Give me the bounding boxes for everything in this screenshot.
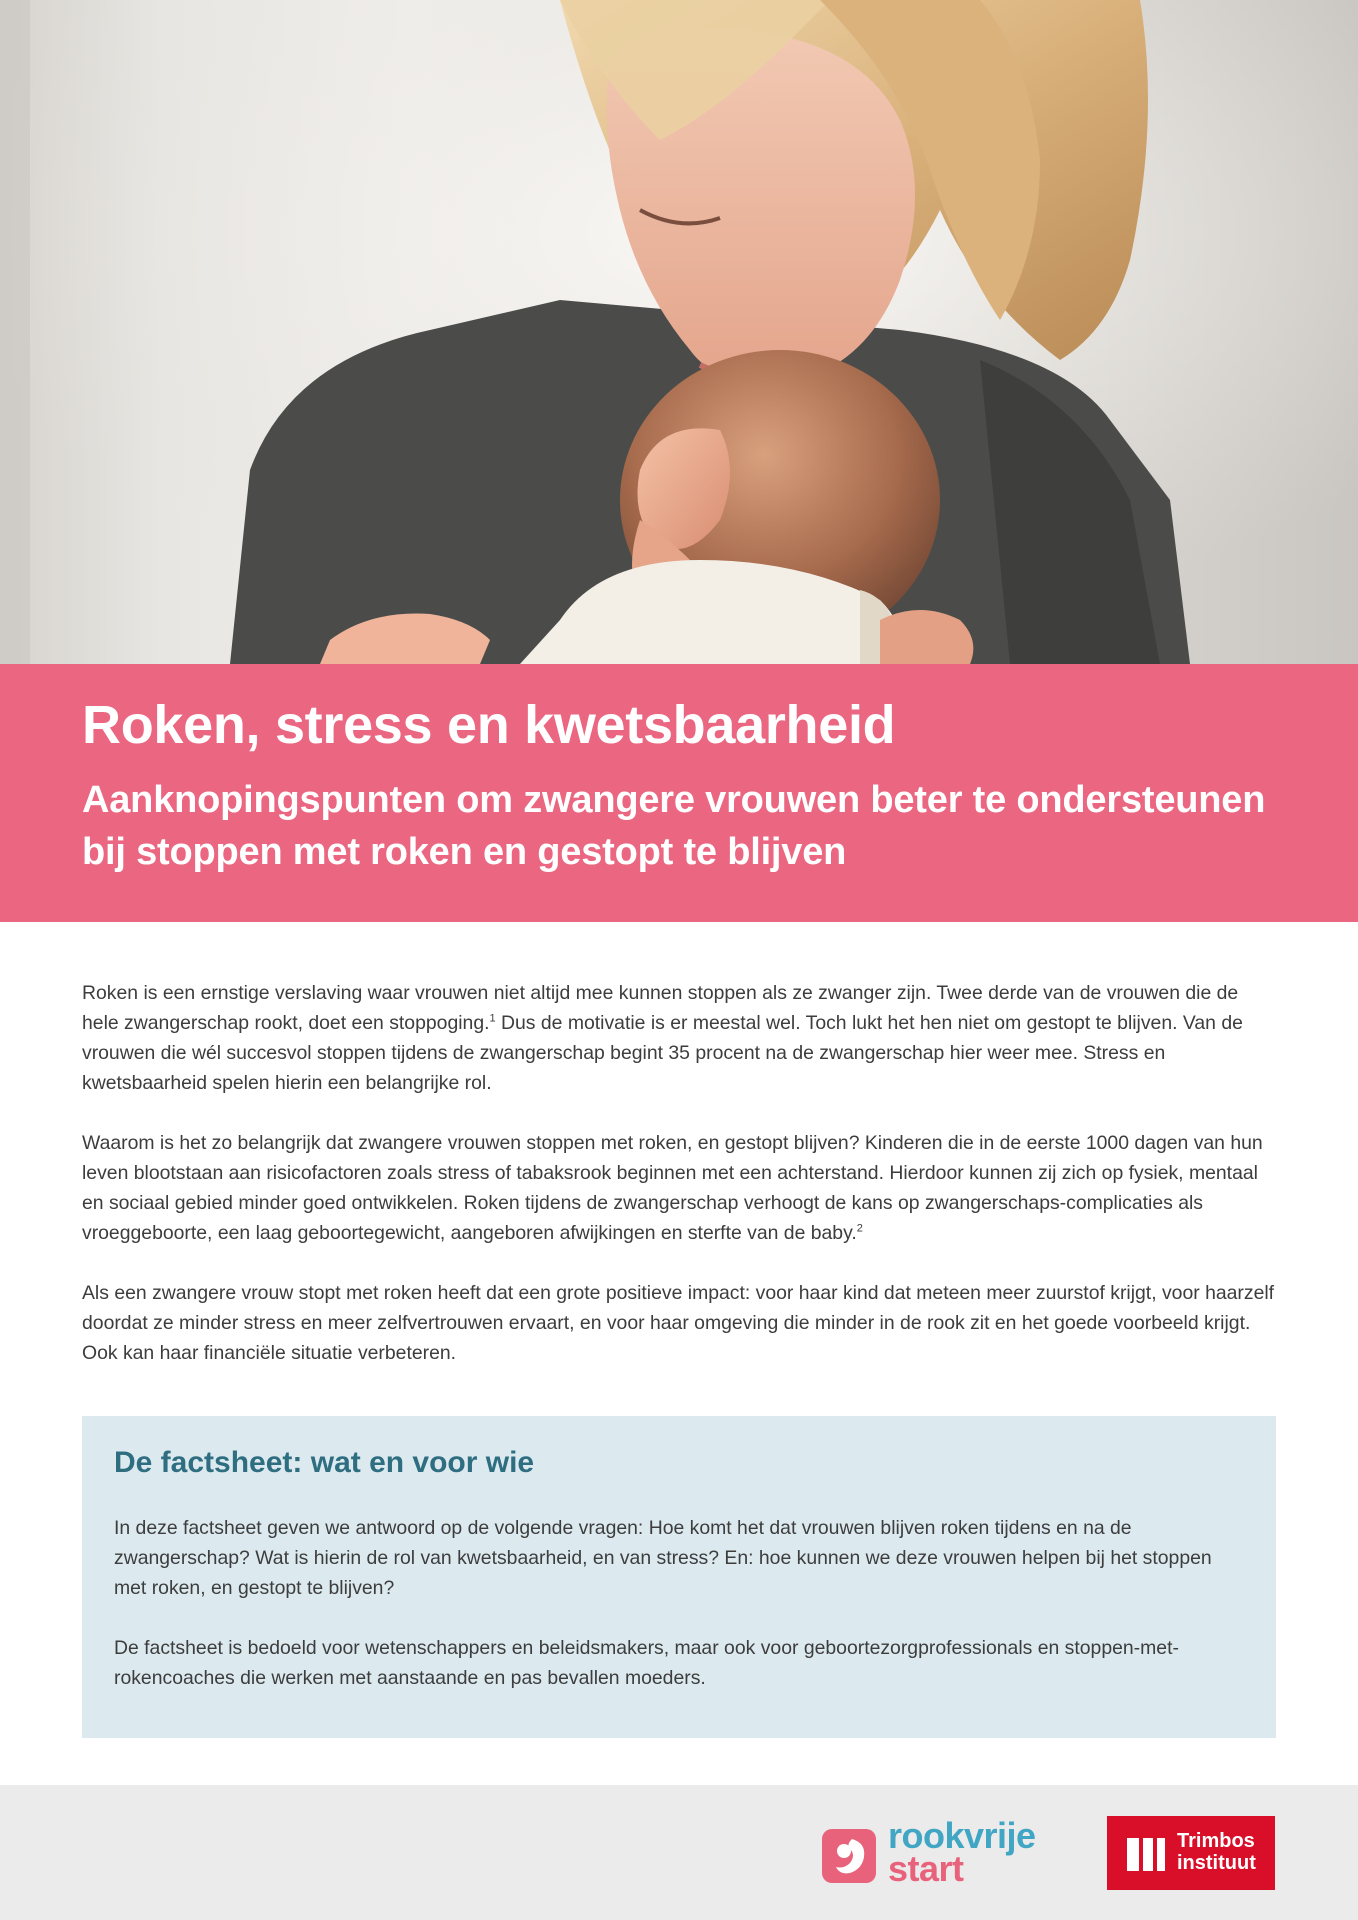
rookvrije-word: rookvrije <box>888 1815 1036 1856</box>
footnote-ref-2: 2 <box>856 1222 863 1235</box>
trimbos-bars-icon <box>1127 1838 1167 1871</box>
rookvrije-start-logo <box>822 1815 1062 1889</box>
start-word: start <box>888 1848 964 1889</box>
mother-baby-photo <box>0 0 1358 664</box>
intro-paragraph-3: Als een zwangere vrouw stopt met roken heeft dat een grote positieve impact: voor haar kind dat meteen meer zuurstof krijgt, voor haarzelf doordat ze minder stress en meer zelfvertrouwen ervaart, en voor haar omgeving die minder in de rook zit en het goede voorbeeld krijgt. Ook kan haar financiële situatie verbeteren. <box>82 1282 1275 1364</box>
fetus-icon <box>822 1829 876 1883</box>
hero-photo <box>0 0 1358 664</box>
intro-paragraph-1-text-b: Dus de motivatie is er meestal wel. Toch lukt het hen niet om gestopt te blijven. Van de vrouwen die wél succesvol stoppen tijdens de zwangerschap begint 35 procent na de zwangerschap hier weer mee. Stress en kwetsbaarheid spelen hierin een belangrijke rol. <box>82 1012 1243 1094</box>
page-subtitle: Aanknopingspunten om zwangere vrouwen beter te ondersteunen bij stoppen met roken en gestopt te blijven <box>82 779 1266 873</box>
trimbos-line-1: Trimbos <box>1177 1830 1255 1852</box>
intro-paragraph-1-text-a: Roken is een ernstige verslaving waar vrouwen niet altijd mee kunnen stoppen als ze zwanger zijn. Twee derde van de vrouwen die de hele zwangerschap rookt, doet een stoppoging. <box>82 982 1239 1034</box>
intro-paragraph-1 <box>82 978 1277 1098</box>
intro-paragraph-2 <box>82 1128 1277 1248</box>
trimbos-line-2: instituut <box>1177 1852 1256 1874</box>
factsheet-box <box>82 1416 1276 1738</box>
footnote-ref-1: 1 <box>489 1012 496 1025</box>
factsheet-heading: De factsheet: wat en voor wie <box>114 1446 535 1479</box>
trimbos-instituut-logo <box>1107 1816 1275 1890</box>
intro-text <box>82 978 1277 1398</box>
intro-paragraph-2-text: Waarom is het zo belangrijk dat zwangere vrouwen stoppen met roken, en gestopt blijven? Kinderen die in de eerste 1000 dagen van hun leven blootstaan aan risicofactoren zoals stress of tabaksrook beginnen met een achterstand. Hierdoor kunnen zij zich op fysiek, mentaal en sociaal gebied minder goed ontwikkelen. Roken tijdens de zwangerschap verhoogt de kans op zwangerschaps-complicaties als vroeggeboorte, een laag geboortegewicht, aangeboren afwijkingen en sterfte van de baby. <box>82 1132 1263 1244</box>
page-title: Roken, stress en kwetsbaarheid <box>82 695 896 755</box>
factsheet-paragraph-1: In deze factsheet geven we antwoord op de volgende vragen: Hoe komt het dat vrouwen blijven roken tijdens en na de zwangerschap? Wat is hierin de rol van kwetsbaarheid, en van stress? En: hoe kunnen we deze vrouwen helpen bij het stoppen met roken, en gestopt te blijven? <box>114 1517 1212 1599</box>
factsheet-paragraph-2: De factsheet is bedoeld voor wetenschappers en beleidsmakers, maar ook voor geboortezorgprofessionals en stoppen-met-rokencoaches die werken met aanstaande en pas bevallen moeders. <box>114 1637 1179 1689</box>
